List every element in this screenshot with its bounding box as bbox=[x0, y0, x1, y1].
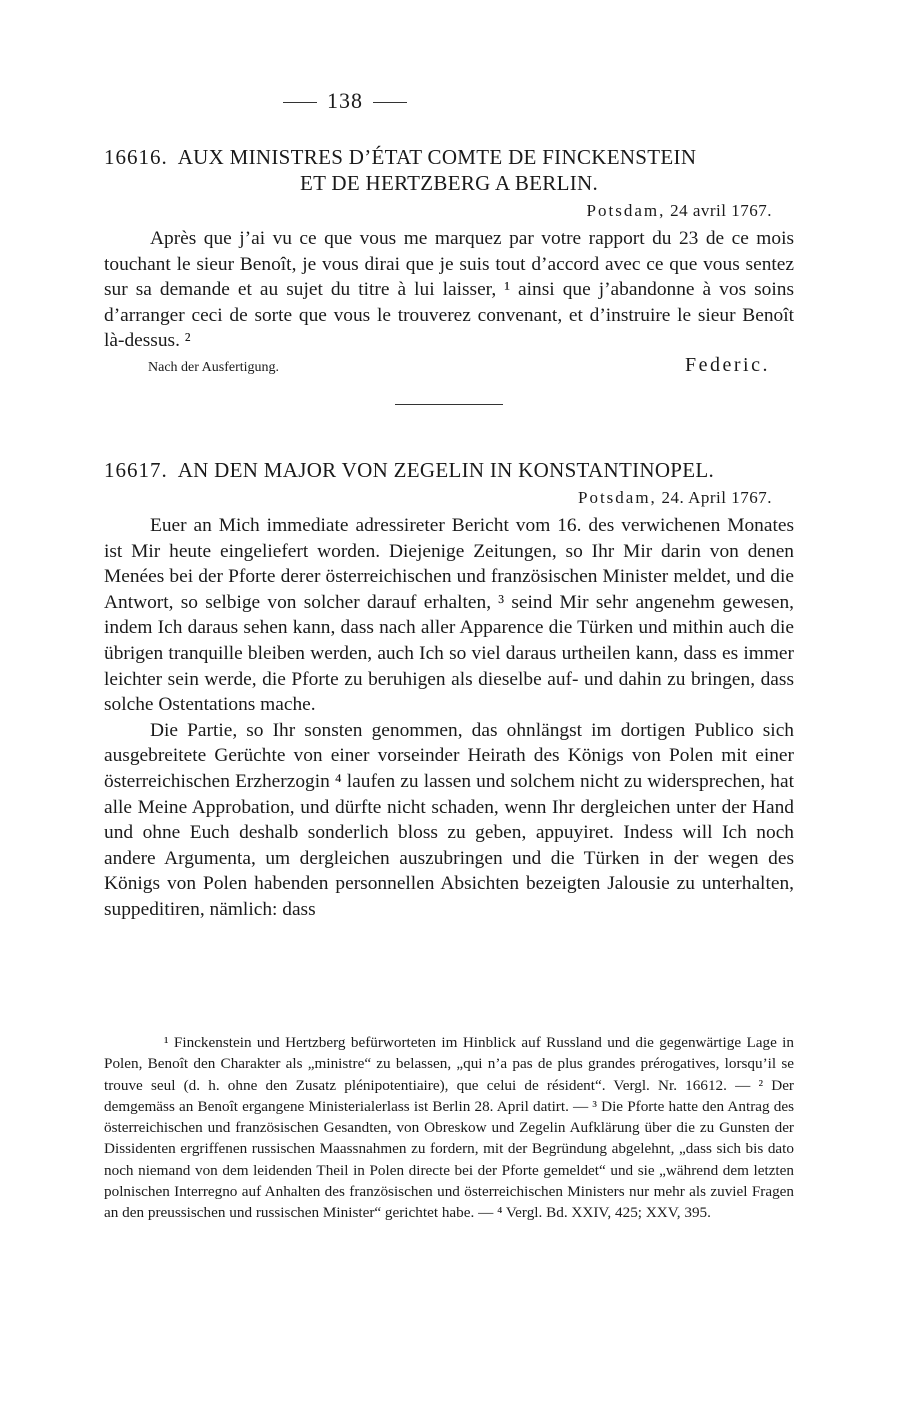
dateline-date: 24 avril 1767. bbox=[670, 201, 772, 220]
letter-16616 bbox=[104, 144, 794, 377]
source-note: Nach der Ausfertigung. bbox=[148, 359, 280, 375]
section-separator bbox=[395, 404, 503, 405]
page-number bbox=[0, 88, 690, 114]
page-number-text: 138 bbox=[327, 88, 363, 113]
letter-paragraph: Die Partie, so Ihr sonsten genommen, das ohnlängst im dortigen Publico sich ausgebreitete Gerüchte von einer vorseinder Heirath des Königs von Polen mit einer österreichischen Erzherzogin ⁴ laufen zu lassen und solchem nicht zu widersprechen, hat alle Meine Approbation, und dürfte nicht schaden, wenn Ihr dergleichen unter der Hand und ohne Euch deshalb sonderlich bloss zu geben, appuyiret. Indess will Ich noch andere Argumenta, um dergleichen auszubringen und die Türken in der wegen des Königs von Polen habenden personnellen Absichten bezeigten Jalousie zu unterhalten, suppeditiren, nämlich: dass bbox=[104, 719, 794, 920]
letter-title bbox=[104, 144, 794, 196]
dateline bbox=[104, 487, 794, 509]
letter-addressee: AUX MINISTRES D’ÉTAT COMTE DE FINCKENSTEIN bbox=[177, 145, 697, 169]
letter-title bbox=[104, 457, 794, 483]
letter-addressee: AN DEN MAJOR VON ZEGELIN IN KONSTANTINOPEL. bbox=[177, 458, 715, 482]
signature: Federic. bbox=[685, 353, 770, 376]
letter-number: 16616. bbox=[104, 145, 168, 169]
page-number-left-rule bbox=[283, 102, 317, 103]
letter-paragraph: Après que j’ai vu ce que vous me marquez par votre rapport du 23 de ce mois touchant le sieur Benoît, je vous dirai que je suis tout d’accord avec ce que vous sentez sur sa demande et au sujet du titre à lui laisser, ¹ ainsi que j’abandonne à vos soins d’arranger ceci de sorte que vous le trouverez convenant, et d’instruire le sieur Benoît là-dessus. ² bbox=[104, 228, 794, 352]
letter-title-line-1 bbox=[104, 144, 794, 170]
letter-paragraph: Euer an Mich immediate adressireter Bericht vom 16. des verwichenen Monates ist Mir heute eingeliefert worden. Diejenige Zeitungen, so Ihr Mir darin von denen Menées bei der Pforte derer österreichischen und französischen Minister meldet, und die Antwort, so selbige von solcher darauf erhalten, ³ seind Mir sehr angenehm gewesen, indem Ich daraus sehen kann, dass nach aller Apparence die Türken und mithin auch die übrigen tranquille bleiben werden, auch Ich so viel daraus urtheilen kann, dass es immer leichter sein werde, die Pforte zu beruhigen als dieselbe auf- und dahin zu bringen, dass solche Ostentations mache. bbox=[104, 515, 794, 716]
dateline-date: 24. April 1767. bbox=[661, 488, 772, 507]
dateline-place: Potsdam, bbox=[586, 201, 666, 220]
dateline bbox=[104, 200, 794, 222]
footnotes bbox=[104, 1032, 794, 1224]
dateline-place: Potsdam, bbox=[577, 488, 657, 507]
letter-16617 bbox=[104, 457, 794, 923]
source-line bbox=[148, 354, 794, 377]
page-number-right-rule bbox=[373, 102, 407, 103]
letter-title-line-2: ET DE HERTZBERG A BERLIN. bbox=[299, 171, 599, 195]
footnotes-text: ¹ Finckenstein und Hertzberg befürworteten im Hinblick auf Russland und die gegenwärtige Lage in Polen, Benoît den Charakter als „ministre“ zu belassen, „qui n’a pas de plus grandes prérogatives, lorsqu’il se trouve seul (d. h. ohne den Zusatz plénipotentiaire), que celui de résident“. Vergl. Nr. 16612. — ² Der demgemäss an Benoît ergangene Ministerialerlass ist Berlin 28. April datirt. — ³ Die Pforte hatte den Antrag des österreichischen und französischen Gesandten, von Obreskow und Zegelin Aufklärung über die zu Gunsten der Dissidenten ergriffenen russischen Maassnahmen zu fordern, mit der Begründung abgelehnt, „dass sich bis dato noch niemand von dem leidenden Theil in Polen directe bei der Pforte gemeldet“ und sie „während dem letzten polnischen Interregno auf Anhalten des französischen und österreichischen Ministers nur mehr als zuviel Fragen an den preussischen und russischen Minister“ gerichtet habe. — ⁴ Vergl. Bd. XXIV, 425; XXV, 395. bbox=[104, 1034, 794, 1222]
letter-number: 16617. bbox=[104, 458, 168, 482]
